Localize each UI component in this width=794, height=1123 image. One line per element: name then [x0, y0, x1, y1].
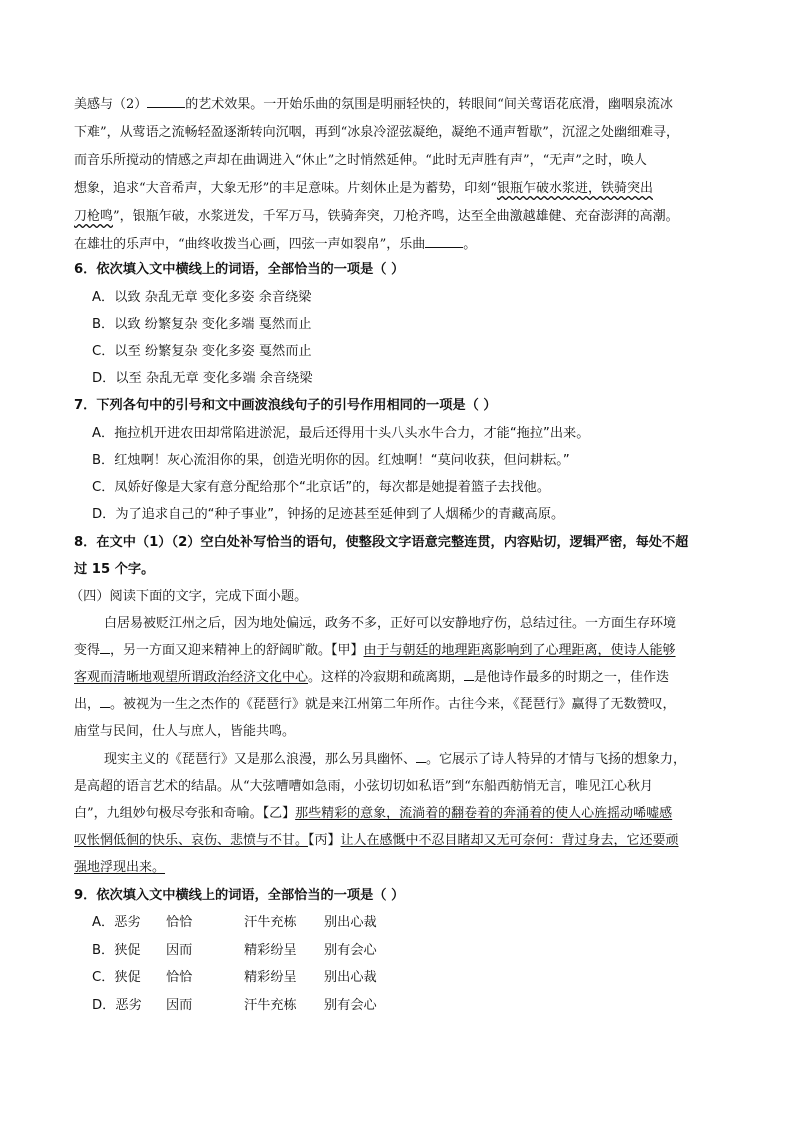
answer-blank [464, 668, 474, 681]
question-6-option-a[interactable]: A．以致 杂乱无章 变化多姿 余音绕梁 [92, 290, 312, 305]
question-6-option-d[interactable]: D．以至 杂乱无章 变化多端 余音绕梁 [92, 371, 313, 386]
section-heading: （四）阅读下面的文字，完成下面小题。 [70, 589, 308, 604]
question-6-option-c[interactable]: C．以至 纷繁复杂 变化多姿 戛然而止 [92, 344, 312, 359]
wavy-underlined-quote: 刀枪鸣 [74, 209, 114, 224]
underlined-sentence-yi: 那些精彩的意象，流淌着的翻卷着的奔涌着的使人心旌摇动唏嘘感 [295, 806, 673, 821]
passage-line: 叹怅惘低徊的快乐、哀伤、悲愤与不甘。【丙】让人在感慨中不忍目睹却又无可奈何：背过身去，它还要顽 [74, 833, 679, 848]
answer-blank [147, 95, 185, 108]
question-9-option-a[interactable]: A．恶劣 恰恰 汗牛充栋 别出心裁 [92, 915, 377, 930]
answer-blank [416, 750, 426, 763]
question-9-option-d[interactable]: D．恶劣 因而 汗牛充栋 别有会心 [92, 998, 377, 1013]
passage-line: 现实主义的《琵琶行》又是那么浪漫，那么另具幽怀、 。它展示了诗人特异的才情与飞扬的想象力， [104, 752, 687, 767]
underlined-sentence-yi: 叹怅惘低徊的快乐、哀伤、悲愤与不甘。 [74, 833, 309, 848]
question-9-stem: 9．依次填入文中横线上的词语，全部恰当的一项是（ ） [74, 888, 405, 903]
question-7-stem: 7．下列各句中的引号和文中画波浪线句子的引号作用相同的一项是（ ） [74, 398, 497, 413]
question-8-stem: 8．在文中（1）（2）空白处补写恰当的语句，使整段文字语意完整连贯，内容贴切，逻辑严密，每处不超 [74, 535, 689, 550]
answer-blank [100, 641, 110, 654]
question-7-option-d[interactable]: D．为了追求自己的“种子事业”，钟扬的足迹甚至延伸到了人烟稀少的青藏高原。 [92, 507, 565, 522]
passage-line: 白”，九组妙句极尽夸张和奇喻。【乙】那些精彩的意象，流淌着的翻卷着的奔涌着的使人心旌摇动唏嘘感 [74, 806, 673, 821]
passage-line: 是高超的语言艺术的结晶。从“大弦嘈嘈如急雨，小弦切切如私语”到“东船西舫悄无言，唯见江心秋月 [74, 779, 653, 794]
question-8-stem-cont: 过 15 个字。 [74, 562, 155, 577]
question-7-option-c[interactable]: C．凤娇好像是大家有意分配给那个“北京话”的，每次都是她提着篮子去找他。 [92, 480, 551, 495]
passage-line: 下难”，从莺语之流畅轻盈逐渐转向沉咽，再到“冰泉冷涩弦凝绝，凝绝不通声暂歇”，沉涩之处幽细难寻， [74, 125, 679, 140]
underlined-sentence-bing: 让人在感慨中不忍目睹却又无可奈何：背过身去，它还要顽 [340, 833, 679, 848]
question-6-stem: 6．依次填入文中横线上的词语，全部恰当的一项是（ ） [74, 262, 405, 277]
answer-blank [425, 235, 463, 248]
question-6-option-b[interactable]: B．以致 纷繁复杂 变化多端 戛然而止 [92, 317, 312, 332]
passage-line: 在雄壮的乐声中，“曲终收拨当心画，四弦一声如裂帛”，乐曲 。 [74, 237, 477, 252]
passage-line: 美感与（2） 的艺术效果。一开始乐曲的氛围是明丽轻快的，转眼间“间关莺语花底滑，幽咽泉流冰 [74, 97, 673, 112]
passage-line: 白居易被贬江州之后，因为地处偏远，政务不多，正好可以安静地疗伤，总结过往。一方面生存环境 [104, 616, 677, 631]
passage-line: 变得 ，另一方面又迎来精神上的舒阔旷敞。【甲】由于与朝廷的地理距离影响到了心理距离，使诗人能够 [74, 643, 676, 658]
underlined-sentence-bing: 强地浮现出来。 [74, 860, 166, 875]
wavy-underlined-quote: 银瓶乍破水浆迸，铁骑突出 [496, 181, 653, 196]
passage-line: 出， 。被视为一生之杰作的《琵琶行》就是来江州第二年所作。古往今来，《琵琶行》赢得了无数赞叹， [74, 697, 676, 712]
passage-line [74, 858, 165, 878]
answer-blank [100, 695, 110, 708]
underlined-sentence-jia: 由于与朝廷的地理距离影响到了心理距离，使诗人能够 [363, 643, 676, 658]
passage-line: 客观而清晰地观望所谓政治经济文化中心。这样的冷寂期和疏离期， 是他诗作最多的时期之一，佳作迭 [74, 670, 670, 685]
question-7-option-b[interactable]: B．红烛啊！灰心流泪你的果，创造光明你的因。红烛啊！“莫问收获，但问耕耘。” [92, 453, 570, 468]
passage-line: 而音乐所搅动的情感之声却在曲调进入“休止”之时悄然延伸。“此时无声胜有声”，“无声”之时，唤人 [74, 153, 647, 168]
passage-line: 庙堂与民间，仕人与庶人，皆能共鸣。 [74, 724, 296, 739]
question-9-option-b[interactable]: B．狭促 因而 精彩纷呈 别有会心 [92, 943, 377, 958]
question-7-option-a[interactable]: A．拖拉机开进农田却常陷进淤泥，最后还得用十头八头水牛合力，才能“拖拉”出来。 [92, 426, 590, 441]
underlined-sentence-jia: 客观而清晰地观望所谓政治经济文化中心 [74, 670, 309, 685]
passage-line: 想象，追求“大音希声，大象无形”的丰足意味。片刻休止是为蓄势，印刻“银瓶乍破水浆迸，铁骑突出 [74, 181, 653, 196]
question-9-option-c[interactable]: C．狭促 恰恰 精彩纷呈 别出心裁 [92, 970, 377, 985]
passage-line: 刀枪鸣”，银瓶乍破，水浆迸发，千军万马，铁骑奔突，刀枪齐鸣，达至全曲激越雄健、充奋澎湃的高潮。 [74, 209, 679, 224]
